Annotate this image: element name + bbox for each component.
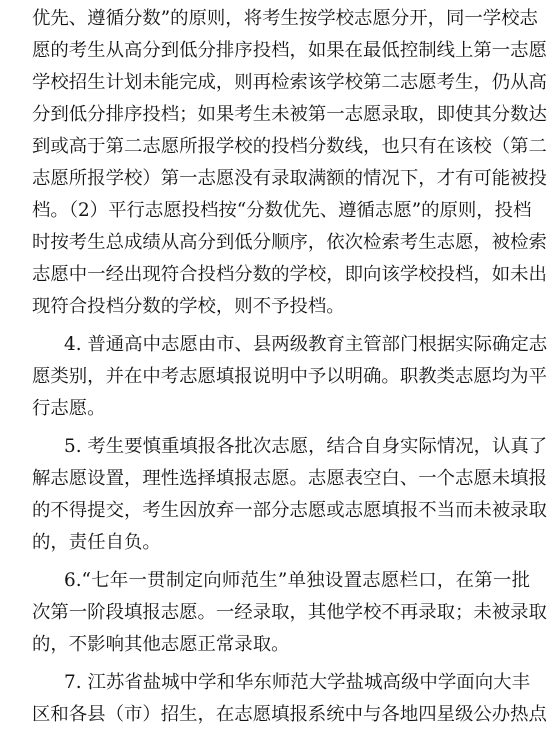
paragraph-5-line: 5. 考生要慎重填报各批次志愿，结合自身实际情况，认真了 bbox=[64, 436, 548, 457]
paragraph-6-line: 6.“七年一贯制定向师范生”单独设置志愿栏口，在第一批 bbox=[64, 570, 530, 591]
text-line: 志愿所报学校）第一志愿没有录取满额的情况下，才有可能被投 bbox=[32, 168, 547, 189]
text-line: 的，不影响其他志愿正常录取。 bbox=[32, 634, 290, 655]
paragraph-7-line: 7. 江苏省盐城中学和华东师范大学盐城高级中学面向大丰 bbox=[64, 672, 530, 693]
text-line: 解志愿设置，理性选择填报志愿。志愿表空白、一个志愿未填报 bbox=[32, 468, 547, 489]
text-line: 现符合投档分数的学校，则不予投档。 bbox=[32, 296, 345, 317]
text-line: 次第一阶段填报志愿。一经录取，其他学校不再录取；未被录取 bbox=[32, 602, 547, 623]
text-line: 到或高于第二志愿所报学校的投档分数线，也只有在该校（第二 bbox=[32, 136, 547, 157]
text-line: 学校招生计划未能完成，则再检索该学校第二志愿考生，仍从高 bbox=[32, 72, 547, 93]
text-line: 行志愿。 bbox=[32, 398, 106, 419]
text-line: 愿类别，并在中考志愿填报说明中予以明确。职教类志愿均为平 bbox=[32, 366, 547, 387]
text-line: 愿的考生从高分到低分排序投档，如果在最低控制线上第一志愿 bbox=[32, 40, 547, 61]
paragraph-4-line: 4. 普通高中志愿由市、县两级教育主管部门根据实际确定志 bbox=[64, 334, 548, 355]
text-line: 优先、遵循分数”的原则，将考生按学校志愿分开，同一学校志 bbox=[32, 8, 538, 29]
text-line: 区和各县（市）招生，在志愿填报系统中与各地四星级公办热点 bbox=[32, 704, 547, 725]
text-line: 的，责任自负。 bbox=[32, 532, 161, 553]
text-line: 的不得提交，考生因放弃一部分志愿或志愿填报不当而未被录取 bbox=[32, 500, 547, 521]
text-line: 分到低分排序投档；如果考生未被第一志愿录取，即使其分数达 bbox=[32, 104, 547, 125]
text-line: 时按考生总成绩从高分到低分顺序，依次检索考生志愿，被检索 bbox=[32, 232, 547, 253]
text-line: 档。（2）平行志愿投档按“分数优先、遵循志愿”的原则，投档 bbox=[32, 200, 532, 221]
text-line: 志愿中一经出现符合投档分数的学校，即向该学校投档，如未出 bbox=[32, 264, 547, 285]
